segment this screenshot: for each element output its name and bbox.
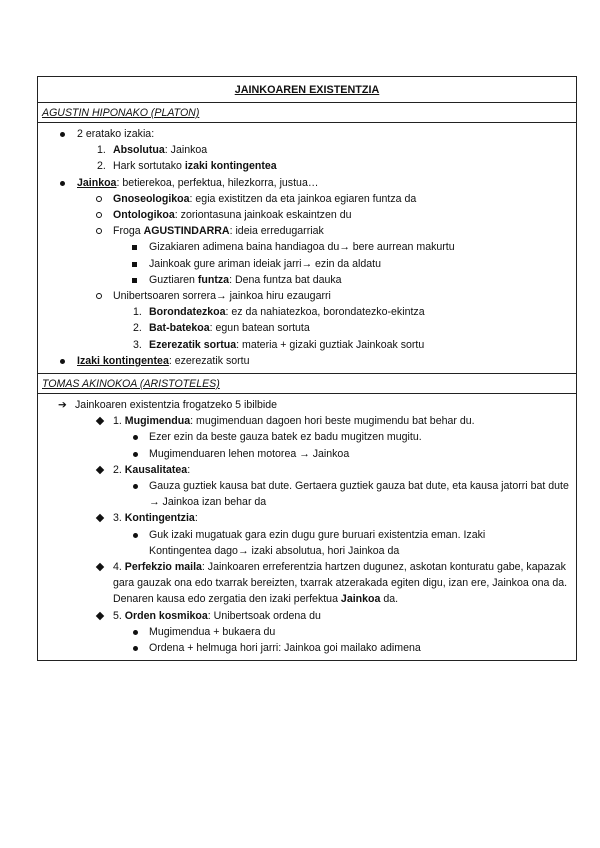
list-item: 2. Kausalitatea: [38, 462, 576, 478]
bullet-dot-icon [133, 646, 138, 651]
list-item: Guztiaren funtza: Dena funtza bat dauka [38, 272, 576, 288]
list-item: Gauza guztiek kausa bat dute. Gertaera guztiek gauza bat dute, eta kausa jatorri bat dute → Jainkoa izan behar da [38, 478, 576, 510]
bullet-dot-icon [133, 452, 138, 457]
list-item: Jainkoa: betierekoa, perfektua, hilezkorra, justua… [38, 175, 576, 191]
arrow-right-icon: ➔ [58, 399, 67, 412]
bullet-circle-icon [96, 212, 102, 218]
list-item: 3. Ezerezatik sortua: materia + gizaki guztiak Jainkoak sortu [133, 338, 425, 351]
list-item: Jainkoak gure ariman ideiak jarri→ ezin da aldatu [38, 256, 576, 272]
list-item: Mugimendua + bukaera du [38, 624, 576, 640]
bullet-circle-icon [96, 293, 102, 299]
bullet-square-icon [132, 278, 137, 283]
list-item: Gizakiaren adimena baina handiagoa du→ bere aurrean makurtu [38, 239, 576, 255]
list-item: 3. Kontingentzia: [38, 510, 576, 526]
bullet-circle-icon [96, 228, 102, 234]
list-item: 2 eratako izakia: [38, 126, 576, 142]
list-item: 1. Absolutua: Jainkoa [97, 144, 208, 157]
bullet-diamond-icon [96, 417, 104, 425]
list-item: 2. Hark sortutako izaki kontingentea [97, 160, 277, 173]
bullet-dot-icon [133, 435, 138, 440]
list-item: Guk izaki mugatuak gara ezin dugu gure buruari existentzia eman. Izaki Kontingentea dago→ izaki absolutua, hori Jainkoa da [38, 527, 576, 559]
bullet-dot-icon [133, 484, 138, 489]
list-item: Mugimenduaren lehen motorea → Jainkoa [38, 446, 576, 462]
section-body-agustin [38, 123, 576, 374]
bullet-dot-icon [60, 132, 65, 137]
bullet-dot-icon [133, 533, 138, 538]
list-item: Izaki kontingentea: ezerezatik sortu [38, 353, 576, 369]
list-item: 2. Bat-batekoa: egun batean sortuta [133, 322, 310, 335]
section-heading-tomas: TOMAS AKINOKOA (ARISTOTELES) [38, 374, 576, 394]
bullet-circle-icon [96, 196, 102, 202]
page-title: JAINKOAREN EXISTENTZIA [38, 77, 576, 103]
list-item: 5. Orden kosmikoa: Unibertsoak ordena du [38, 608, 576, 624]
bullet-square-icon [132, 262, 137, 267]
bullet-dot-icon [60, 359, 65, 364]
document-table [37, 76, 577, 661]
section-body-tomas [38, 394, 576, 660]
bullet-dot-icon [133, 630, 138, 635]
list-item: Unibertsoaren sorrera→ jainkoa hiru ezaugarri [38, 288, 576, 304]
list-item: 1. Borondatezkoa: ez da nahiatezkoa, borondatezko-ekintza [133, 306, 425, 319]
list-item: Froga AGUSTINDARRA: ideia erredugarriak [38, 223, 576, 239]
list-item: 4. Perfekzio maila: Jainkoaren erreferentzia hartzen dugunez, askotan konturatu gabe, kapazak gara gauzak ona edo txarrak bereizten, txarrak atzerakada egiten digu, izan ere, Jainkoa ona da. Denaren kausa edo zergatia den izaki perfektua Jainkoa da. [38, 559, 576, 608]
list-item: Gnoseologikoa: egia existitzen da eta jainkoa egiaren funtza da [38, 191, 576, 207]
bullet-square-icon [132, 245, 137, 250]
list-item: Ezer ezin da beste gauza batek ez badu mugitzen mugitu. [38, 429, 576, 445]
bullet-diamond-icon [96, 514, 104, 522]
list-item: 1. Mugimendua: mugimenduan dagoen hori beste mugimendu bat behar du. [38, 413, 576, 429]
list-item: Ordena + helmuga hori jarri: Jainkoa goi mailako adimena [38, 640, 576, 656]
section-heading-agustin: AGUSTIN HIPONAKO (PLATON) [38, 103, 576, 123]
bullet-dot-icon [60, 181, 65, 186]
bullet-diamond-icon [96, 611, 104, 619]
list-item: ➔ Jainkoaren existentzia frogatzeko 5 ibilbide [38, 397, 576, 413]
bullet-diamond-icon [96, 563, 104, 571]
list-item: Ontologikoa: zoriontasuna jainkoak eskaintzen du [38, 207, 576, 223]
bullet-diamond-icon [96, 466, 104, 474]
